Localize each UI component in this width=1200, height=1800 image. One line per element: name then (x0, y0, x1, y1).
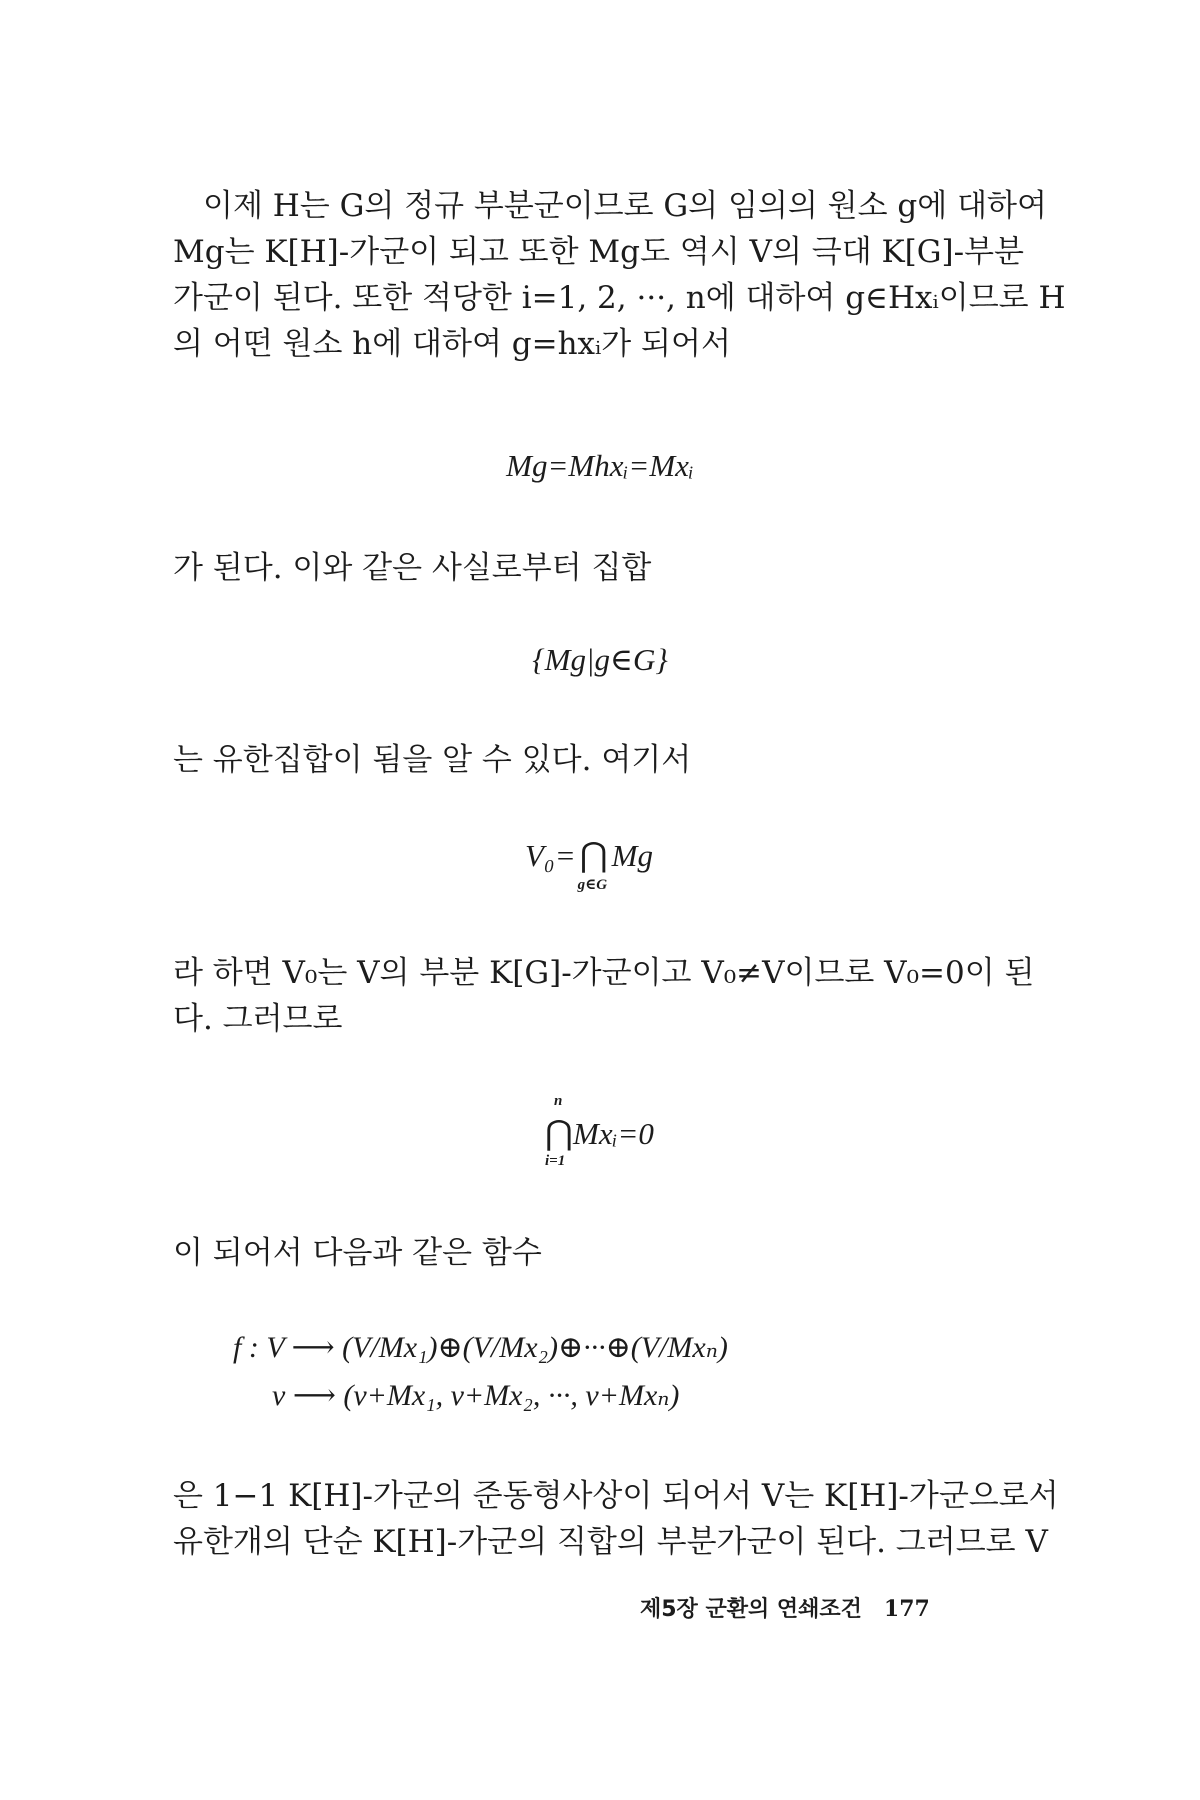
text-line: 라 하면 V₀는 V의 부분 K[G]-가군이고 V₀≠V이므로 V₀=0이 된 (173, 955, 1035, 991)
equation-set: {Mg|g∈G} (532, 642, 668, 677)
intersection-symbol: ⋂ (545, 1115, 573, 1152)
text-line: Mg는 K[H]-가군이 되고 또한 Mg도 역시 V의 극대 K[G]-부분 (173, 234, 1024, 270)
paragraph-1 (173, 183, 1066, 367)
chapter-title: 제5장 군환의 연쇄조건 (640, 1597, 862, 1622)
equation-mg: Mg=Mhxᵢ=Mxᵢ (506, 448, 694, 483)
intersection-subscript: i=1 (545, 1153, 566, 1169)
intersection-superscript: n (554, 1093, 563, 1109)
text-line: 가군이 된다. 또한 적당한 i=1, 2, ···, n에 대하여 g∈Hxᵢ이므로 H (173, 280, 1066, 316)
function-definition-line-2: v ⟶ (v+Mx₁, v+Mx₂, ···, v+Mxₙ) (272, 1379, 680, 1412)
text-line: 이제 H는 G의 정규 부분군이므로 G의 임의의 원소 g에 대하여 (203, 188, 1047, 224)
function-definition-line-1: f : V ⟶ (V/Mx₁)⊕(V/Mx₂)⊕···⊕(V/Mxₙ) (233, 1331, 728, 1364)
equation-lhs: V₀= (525, 838, 576, 873)
text-line: 의 어떤 원소 h에 대하여 g=hxᵢ가 되어서 (173, 326, 731, 362)
paragraph-6 (173, 1473, 1059, 1565)
intersection-symbol: ⋂ (579, 837, 608, 874)
page-footer (640, 1592, 1000, 1623)
text-line: 는 유한집합이 됨을 알 수 있다. 여기서 (173, 742, 692, 778)
equation-rhs: Mg (611, 838, 653, 873)
equation-rhs: Mxᵢ=0 (573, 1116, 654, 1151)
paragraph-5 (173, 1230, 1018, 1276)
text-line: 은 1−1 K[H]-가군의 준동형사상이 되어서 V는 K[H]-가군으로서 (173, 1478, 1059, 1514)
equation-intersection-zero (545, 1093, 654, 1169)
intersection-subscript: g∈G (577, 877, 608, 893)
text-line: 이 되어서 다음과 같은 함수 (173, 1235, 542, 1271)
paragraph-2 (173, 545, 1018, 591)
text-line: 다. 그러므로 (173, 1001, 343, 1037)
intersection-operator (576, 835, 612, 893)
intersection-operator (545, 1093, 573, 1169)
equation-v0 (525, 835, 653, 893)
paragraph-4 (173, 950, 1035, 1042)
text-line: 가 된다. 이와 같은 사실로부터 집합 (173, 550, 652, 586)
text-line: 유한개의 단순 K[H]-가군의 직합의 부분가군이 된다. 그러므로 V (173, 1524, 1048, 1560)
page-number: 177 (883, 1596, 930, 1622)
paragraph-3 (173, 737, 1018, 783)
